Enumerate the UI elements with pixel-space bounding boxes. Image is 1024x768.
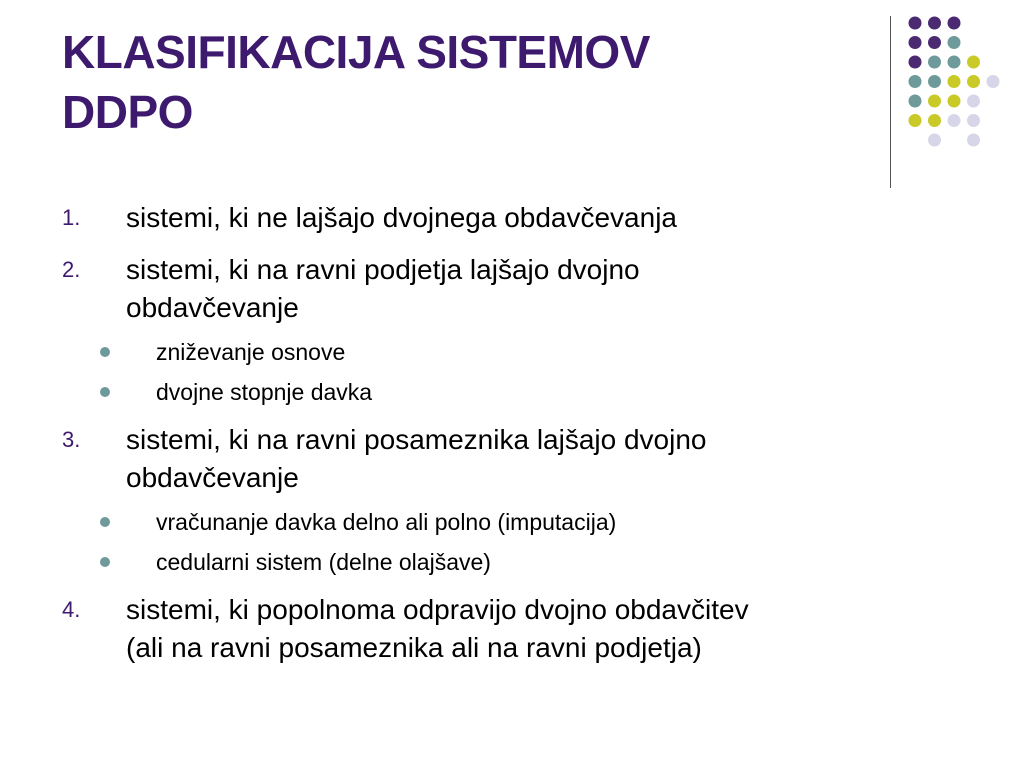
slide-title-line-2: DDPO [62, 86, 193, 138]
sub-bullet-text: zniževanje osnove [156, 339, 346, 365]
bullet-dot-icon [100, 517, 110, 527]
bullet-dot-icon [100, 387, 110, 397]
sub-bullet-text: dvojne stopnje davka [156, 379, 373, 405]
sub-bullet-text: vračunanje davka delno ali polno (imputacija) [156, 509, 617, 535]
list-item-text: sistemi, ki na ravni posameznika lajšajo dvojno [126, 424, 707, 455]
slide-title-line-1: KLASIFIKACIJA SISTEMOV [62, 26, 650, 78]
list-number: 1. [62, 205, 81, 230]
sub-bullet-text: cedularni sistem (delne olajšave) [156, 549, 491, 575]
list-number: 3. [62, 427, 81, 452]
bullet-dot-icon [100, 557, 110, 567]
list-number: 2. [62, 257, 81, 282]
list-item-text: sistemi, ki na ravni podjetja lajšajo dvojno [126, 254, 640, 285]
list-number: 4. [62, 597, 81, 622]
list-item-text: sistemi, ki ne lajšajo dvojnega obdavčevanja [126, 202, 677, 233]
bullet-dot-icon [100, 347, 110, 357]
list-item-text: sistemi, ki popolnoma odpravijo dvojno obdavčitev [126, 594, 749, 625]
list-item-text-continued: obdavčevanje [126, 462, 299, 493]
list-item-text-continued: (ali na ravni posameznika ali na ravni podjetja) [126, 632, 702, 663]
list-item-text-continued: obdavčevanje [126, 292, 299, 323]
